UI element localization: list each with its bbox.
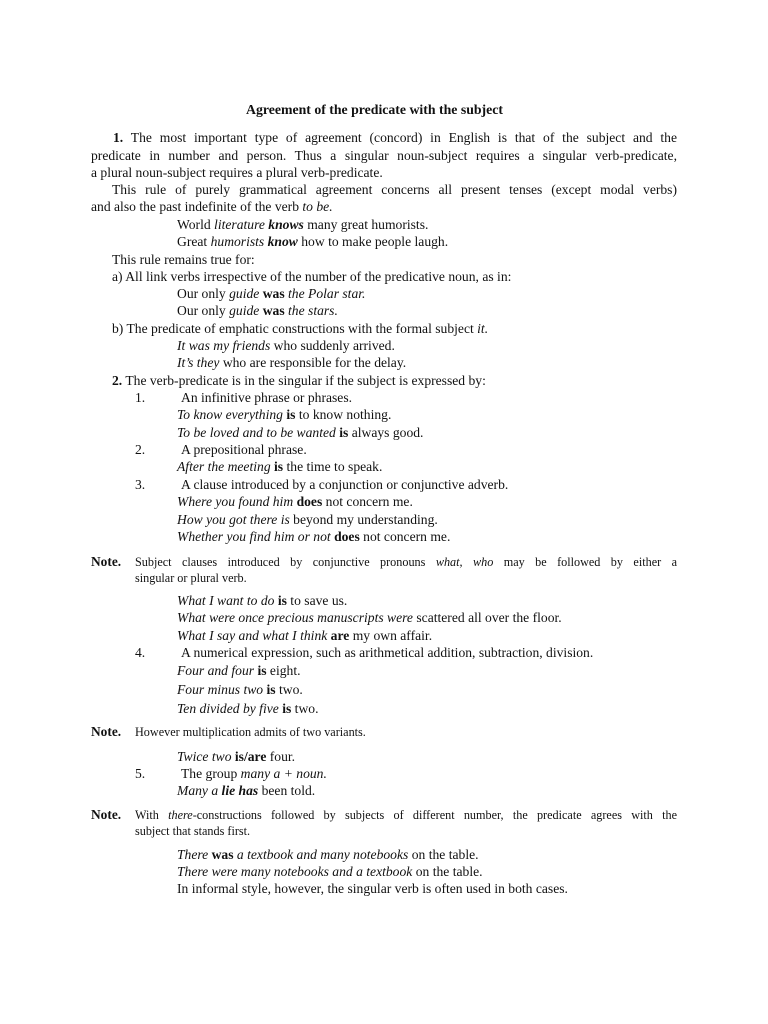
example-sentence: Four and four is eight.	[177, 663, 301, 678]
example-sentence: Four minus two is two.	[177, 682, 303, 697]
numbered-item-text: The group many a + noun.	[181, 766, 327, 781]
numbered-item-number: 2.	[135, 442, 146, 457]
example-sentence: Where you found him does not concern me.	[177, 494, 413, 509]
section-number: 1.	[113, 130, 124, 145]
example-sentence: It was my friends who suddenly arrived.	[177, 338, 395, 353]
note-label: Note.	[91, 724, 122, 739]
list-item-b: b) The predicate of emphatic constructions with the formal subject it.	[112, 321, 489, 336]
note-text: singular or plural verb.	[135, 571, 247, 585]
list-item-a: a) All link verbs irrespective of the number of the predicative noun, as in:	[112, 269, 512, 284]
example-sentence: To be loved and to be wanted is always good.	[177, 425, 424, 440]
example-sentence: Great humorists know how to make people laugh.	[177, 234, 449, 249]
paragraph-1-line-1: 1. The most important type of agreement (concord) in English is that of the subject and the	[113, 130, 678, 145]
example-sentence: What I want to do is to save us.	[177, 593, 348, 608]
section-2-intro: 2. The verb-predicate is in the singular if the subject is expressed by:	[112, 373, 486, 388]
note-text: However multiplication admits of two variants.	[135, 725, 366, 739]
paragraph-2-line-2: and also the past indefinite of the verb to be.	[91, 199, 333, 214]
example-sentence: Our only guide was the Polar star.	[177, 286, 366, 301]
numbered-item-text: An infinitive phrase or phrases.	[181, 390, 353, 405]
paragraph-1-line-3: a plural noun-subject requires a plural verb-predicate.	[91, 165, 383, 180]
numbered-item-number: 1.	[135, 390, 146, 405]
example-sentence: What I say and what I think are my own affair.	[177, 628, 433, 643]
note-text: subject that stands first.	[135, 824, 251, 838]
example-sentence: There were many notebooks and a textbook on the table.	[177, 864, 483, 879]
note-label: Note.	[91, 554, 122, 569]
rule-statement: This rule remains true for:	[112, 252, 255, 267]
example-sentence: Our only guide was the stars.	[177, 303, 338, 318]
example-sentence: After the meeting is the time to speak.	[177, 459, 383, 474]
example-sentence: Ten divided by five is two.	[177, 701, 319, 716]
example-sentence: It’s they who are responsible for the delay.	[177, 355, 407, 370]
note-label: Note.	[91, 807, 122, 822]
note-text: With there-constructions followed by subjects of different number, the predicate agrees with the	[135, 808, 677, 822]
numbered-item-number: 4.	[135, 645, 146, 660]
numbered-item-text: A numerical expression, such as arithmetical addition, subtraction, division.	[181, 645, 594, 660]
numbered-item-number: 3.	[135, 477, 146, 492]
numbered-item-text: A prepositional phrase.	[181, 442, 307, 457]
example-sentence: Twice two is/are four.	[177, 749, 296, 764]
example-sentence: What were once precious manuscripts were scattered all over the floor.	[177, 610, 562, 625]
numbered-item-number: 5.	[135, 766, 146, 781]
numbered-item-text: A clause introduced by a conjunction or conjunctive adverb.	[181, 477, 509, 492]
paragraph-1-line-2: predicate in number and person. Thus a singular noun-subject requires a singular verb-predicate,	[91, 148, 677, 163]
page-title: Agreement of the predicate with the subject	[246, 102, 503, 117]
paragraph-2-line-1: This rule of purely grammatical agreement concerns all present tenses (except modal verbs)	[112, 182, 677, 197]
note-text: Subject clauses introduced by conjunctive pronouns what, who may be followed by either a	[135, 555, 677, 569]
example-sentence: Whether you find him or not does not concern me.	[177, 529, 451, 544]
example-sentence: World literature knows many great humorists.	[177, 217, 429, 232]
example-sentence: There was a textbook and many notebooks on the table.	[177, 847, 479, 862]
example-sentence: Many a lie has been told.	[177, 783, 316, 798]
closing-remark: In informal style, however, the singular verb is often used in both cases.	[177, 881, 568, 896]
example-sentence: To know everything is to know nothing.	[177, 407, 392, 422]
example-sentence: How you got there is beyond my understanding.	[177, 512, 438, 527]
